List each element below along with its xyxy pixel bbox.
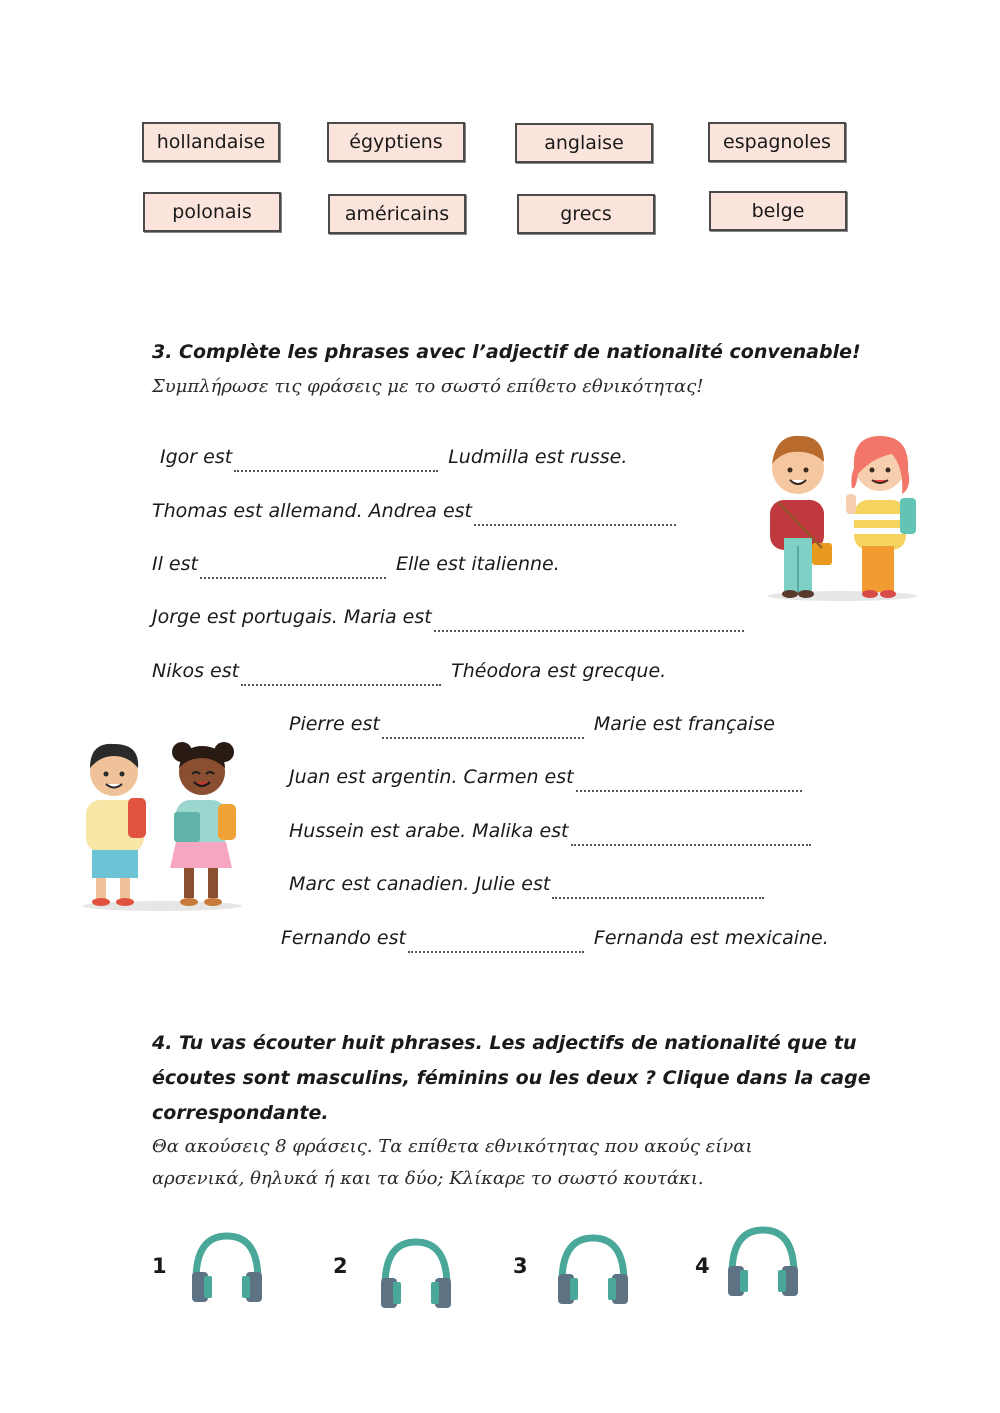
answer-gap[interactable] xyxy=(382,715,584,739)
exercise-4-greek-line2: αρσενικά, θηλυκά ή και τα δύο; Κλίκαρε το σωστό κουτάκι. xyxy=(152,1168,704,1189)
sentence-start: Juan est argentin. Carmen est xyxy=(289,766,574,788)
sentence-start: Hussein est arabe. Malika est xyxy=(289,820,569,842)
audio-number: 1 xyxy=(152,1254,167,1278)
headphones-icon[interactable] xyxy=(554,1230,632,1312)
headphones-icon[interactable] xyxy=(724,1222,802,1304)
word-chip[interactable]: belge xyxy=(709,191,847,231)
sentence-row xyxy=(289,873,774,899)
sentence-start: Fernando est xyxy=(281,927,406,949)
sentence-row xyxy=(152,660,666,686)
answer-gap[interactable] xyxy=(408,929,584,953)
exercise-3-title: 3. Complète les phrases avec l’adjectif de nationalité convenable! xyxy=(152,341,861,363)
sentence-end: Elle est italienne. xyxy=(395,553,560,575)
headphones-icon[interactable] xyxy=(188,1228,266,1310)
word-chip[interactable]: américains xyxy=(328,194,466,234)
answer-gap[interactable] xyxy=(576,768,802,792)
kids-illustration-right xyxy=(762,428,922,603)
word-chip[interactable]: anglaise xyxy=(515,123,653,163)
sentence-row xyxy=(160,446,627,472)
exercise-4-title-line3: correspondante. xyxy=(152,1102,329,1124)
sentence-row xyxy=(281,927,829,953)
exercise-4-title-line2: écoutes sont masculins, féminins ou les deux ? Clique dans la cage xyxy=(152,1067,871,1089)
word-chip[interactable]: polonais xyxy=(143,192,281,232)
sentence-row xyxy=(152,606,754,632)
answer-gap[interactable] xyxy=(474,502,676,526)
audio-number: 2 xyxy=(333,1254,348,1278)
sentence-end: Ludmilla est russe. xyxy=(448,446,628,468)
sentence-start: Igor est xyxy=(160,446,233,468)
answer-gap[interactable] xyxy=(552,875,764,899)
answer-gap[interactable] xyxy=(234,448,438,472)
answer-gap[interactable] xyxy=(200,555,386,579)
word-chip[interactable]: espagnoles xyxy=(708,122,846,162)
exercise-4-title-line1: 4. Tu vas écouter huit phrases. Les adjectifs de nationalité que tu xyxy=(152,1032,857,1054)
sentence-start: Thomas est allemand. Andrea est xyxy=(152,500,472,522)
exercise-3-greek-instruction: Συμπλήρωσε τις φράσεις με το σωστό επίθετο εθνικότητας! xyxy=(152,376,704,397)
sentence-row xyxy=(289,713,775,739)
sentence-end: Fernanda est mexicaine. xyxy=(593,927,829,949)
word-chip[interactable]: égyptiens xyxy=(327,122,465,162)
sentence-row xyxy=(289,766,812,792)
sentence-start: Marc est canadien. Julie est xyxy=(289,873,551,895)
audio-number: 4 xyxy=(695,1254,710,1278)
sentence-row xyxy=(152,553,560,579)
answer-gap[interactable] xyxy=(434,608,744,632)
word-chip[interactable]: hollandaise xyxy=(142,122,280,162)
sentence-start: Pierre est xyxy=(289,713,380,735)
sentence-end: Théodora est grecque. xyxy=(451,660,667,682)
sentence-row xyxy=(289,820,821,846)
sentence-start: Jorge est portugais. Maria est xyxy=(152,606,432,628)
answer-gap[interactable] xyxy=(241,662,441,686)
exercise-4-greek-line1: Θα ακούσεις 8 φράσεις. Τα επίθετα εθνικότητας που ακούς είναι xyxy=(152,1136,753,1157)
sentence-start: Il est xyxy=(152,553,198,575)
sentence-end: Marie est française xyxy=(593,713,775,735)
answer-gap[interactable] xyxy=(571,822,811,846)
headphones-icon[interactable] xyxy=(377,1234,455,1316)
sentence-start: Nikos est xyxy=(152,660,240,682)
sentence-row xyxy=(152,500,686,526)
word-chip[interactable]: grecs xyxy=(517,194,655,234)
kids-illustration-left xyxy=(78,738,246,913)
audio-number: 3 xyxy=(513,1254,528,1278)
